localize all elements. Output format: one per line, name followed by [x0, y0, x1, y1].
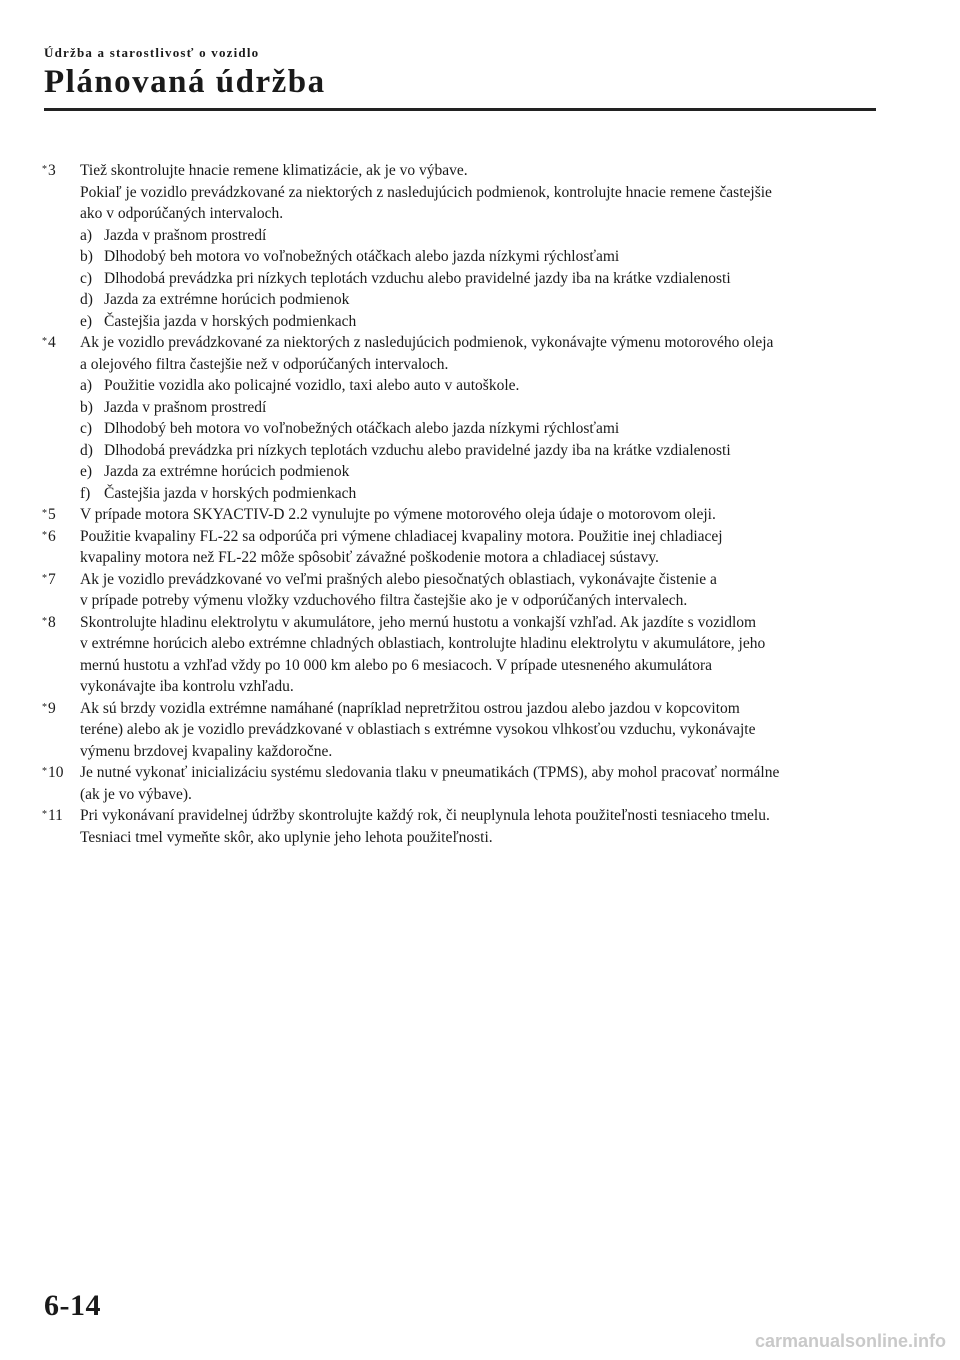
footnote-text-line: vykonávajte iba kontrolu vzhľadu.	[80, 678, 294, 695]
subitem-text: Dlhodobý beh motora vo voľnobežných otáčkach alebo jazda nízkymi rýchlosťami	[104, 248, 620, 265]
subitem-text: Použitie vozidla ako policajné vozidlo, taxi alebo auto v autoškole.	[104, 377, 520, 394]
footnote-text-line: Pri vykonávaní pravidelnej údržby skontrolujte každý rok, či neuplynula lehota použiteľnosti tesniaceho tmelu.	[80, 807, 770, 824]
footnote-subitem	[80, 461, 878, 483]
asterisk-icon: *	[42, 572, 47, 584]
asterisk-icon: *	[42, 701, 47, 713]
asterisk-icon: *	[42, 336, 47, 347]
footnote-marker	[42, 569, 78, 591]
subitem-text: Častejšia jazda v horských podmienkach	[104, 312, 357, 330]
footnote-number: 11	[48, 807, 63, 824]
footnote-subitem	[80, 418, 878, 440]
footnote-number: 9	[48, 699, 56, 717]
footnote-text-line: Použitie kvapaliny FL-22 sa odporúča pri výmene chladiacej kvapaliny motora. Použitie inej chladiacej	[80, 527, 723, 545]
footnote-9	[42, 698, 878, 763]
watermark: carmanualsonline.info	[754, 1331, 946, 1351]
title-rule	[44, 108, 876, 111]
subitem-label: d)	[80, 291, 93, 308]
footnote-text-line: ako v odporúčaných intervaloch.	[80, 205, 284, 222]
footnote-number: 6	[48, 527, 56, 545]
footnote-text-line: Ak je vozidlo prevádzkované za niektorých z nasledujúcich podmienok, vykonávajte výmenu motorového oleja	[80, 334, 774, 351]
footnote-marker	[42, 526, 78, 548]
footnote-7	[42, 569, 878, 612]
footnote-4	[42, 332, 878, 504]
footnote-text-line: Tesniaci tmel vymeňte skôr, ako uplynie jeho lehota použiteľnosti.	[80, 828, 493, 846]
footnote-text-line: v prípade potreby výmenu vložky vzduchového filtra častejšie ako je v odporúčaných intervalech.	[80, 592, 688, 609]
footnote-text-line: teréne) alebo ak je vozidlo prevádzkované v oblastiach s extrémne vysokou vlhkosťou vzduchu, vykonávajte	[80, 721, 756, 738]
footnote-text-line: Ak sú brzdy vozidla extrémne namáhané (napríklad nepretržitou ostrou jazdou alebo jazdou v kopcovitom	[80, 699, 740, 717]
footnote-text-line: (ak je vo výbave).	[80, 785, 192, 803]
subitem-label: a)	[80, 226, 93, 244]
footnote-subitem	[80, 483, 878, 505]
footnote-number: 7	[48, 570, 56, 588]
footnote-8	[42, 612, 878, 698]
subitem-text: Jazda za extrémne horúcich podmienok	[104, 291, 350, 308]
asterisk-icon: *	[42, 508, 47, 519]
footnote-marker	[42, 698, 78, 720]
subitem-text: Jazda v prašnom prostredí	[104, 398, 267, 416]
page-title: Plánovaná údržba	[44, 64, 326, 100]
subitem-label: c)	[80, 269, 93, 287]
footnote-11	[42, 805, 878, 848]
footnote-text-line: Ak je vozidlo prevádzkované vo veľmi prašných alebo piesočnatých oblastiach, vykonávajte čistenie a	[80, 570, 717, 588]
footnote-text-line: výmenu brzdovej kvapaliny každoročne.	[80, 742, 333, 760]
footnote-subitem	[80, 311, 878, 333]
footnote-text-line: v extrémne horúcich alebo extrémne chladných oblastiach, kontrolujte hladinu elektrolytu v akumulátore, jeho	[80, 635, 766, 652]
footnote-number: 5	[48, 506, 56, 523]
subitem-text: Častejšia jazda v horských podmienkach	[104, 484, 357, 502]
footnote-number: 10	[48, 764, 64, 781]
footnote-subitem	[80, 397, 878, 419]
footnote-marker	[42, 160, 78, 182]
subitem-text: Dlhodobá prevádzka pri nízkych teplotách vzduchu alebo pravidelné jazdy iba na krátke vzdialenosti	[104, 441, 731, 459]
footnote-5	[42, 504, 878, 526]
asterisk-icon: *	[42, 809, 47, 820]
footnote-subitem	[80, 268, 878, 290]
footnote-10	[42, 762, 878, 805]
footnote-marker	[42, 612, 78, 634]
asterisk-icon: *	[42, 615, 47, 627]
subitem-text: Jazda v prašnom prostredí	[104, 226, 267, 244]
subitem-label: b)	[80, 248, 93, 265]
subitem-label: b)	[80, 398, 93, 416]
subitem-text: Dlhodobá prevádzka pri nízkych teplotách vzduchu alebo pravidelné jazdy iba na krátke vzdialenosti	[104, 269, 731, 287]
asterisk-icon: *	[42, 164, 47, 175]
footnote-3	[42, 160, 878, 332]
footnote-text-line: Tiež skontrolujte hnacie remene klimatizácie, ak je vo výbave.	[80, 162, 468, 179]
footnote-6	[42, 526, 878, 569]
footnote-text-line: Je nutné vykonať inicializáciu systému sledovania tlaku v pneumatikách (TPMS), aby mohol pracovať normálne	[80, 764, 780, 781]
footnote-marker	[42, 332, 78, 354]
footnote-text-line: Pokiaľ je vozidlo prevádzkované za niektorých z nasledujúcich podmienok, kontrolujte hnacie remene častejšie	[80, 183, 772, 201]
subitem-label: e)	[80, 463, 93, 480]
subitem-label: f)	[80, 484, 91, 502]
footnote-marker	[42, 762, 78, 784]
footnote-text-line: Skontrolujte hladinu elektrolytu v akumulátore, jeho mernú hustotu a vonkajší vzhľad. Ak jazdíte s vozidlom	[80, 613, 757, 631]
footnote-list	[42, 160, 878, 848]
footnote-subitem	[80, 246, 878, 268]
footnote-text-line: V prípade motora SKYACTIV-D 2.2 vynulujte po výmene motorového oleja údaje o motorovom oleji.	[80, 506, 716, 523]
asterisk-icon: *	[42, 766, 47, 777]
subitem-text: Dlhodobý beh motora vo voľnobežných otáčkach alebo jazda nízkymi rýchlosťami	[104, 420, 620, 437]
subitem-label: e)	[80, 312, 93, 330]
footnote-marker	[42, 805, 78, 827]
footnote-subitem	[80, 440, 878, 462]
subitem-label: a)	[80, 377, 93, 394]
footnote-subitem	[80, 289, 878, 311]
footnote-number: 4	[48, 334, 56, 351]
subitem-label: c)	[80, 420, 93, 437]
footnote-marker	[42, 504, 78, 526]
asterisk-icon: *	[42, 529, 47, 541]
footnote-text-line: mernú hustotu a vzhľad vždy po 10 000 km alebo po 6 mesiacoch. V prípade utesneného akumulátora	[80, 656, 713, 674]
subitem-label: d)	[80, 441, 93, 459]
footnote-number: 8	[48, 613, 56, 631]
subitem-text: Jazda za extrémne horúcich podmienok	[104, 463, 350, 480]
footnote-subitem	[80, 225, 878, 247]
page-number: 6-14	[44, 1289, 101, 1322]
footnote-number: 3	[48, 162, 56, 179]
section-label: Údržba a starostlivosť o vozidlo	[44, 45, 260, 60]
footnote-subitem	[80, 375, 878, 397]
footnote-text-line: a olejového filtra častejšie než v odporúčaných intervaloch.	[80, 355, 449, 373]
footnote-text-line: kvapaliny motora než FL-22 môže spôsobiť závažné poškodenie motora a chladiacej sústavy.	[80, 549, 659, 566]
